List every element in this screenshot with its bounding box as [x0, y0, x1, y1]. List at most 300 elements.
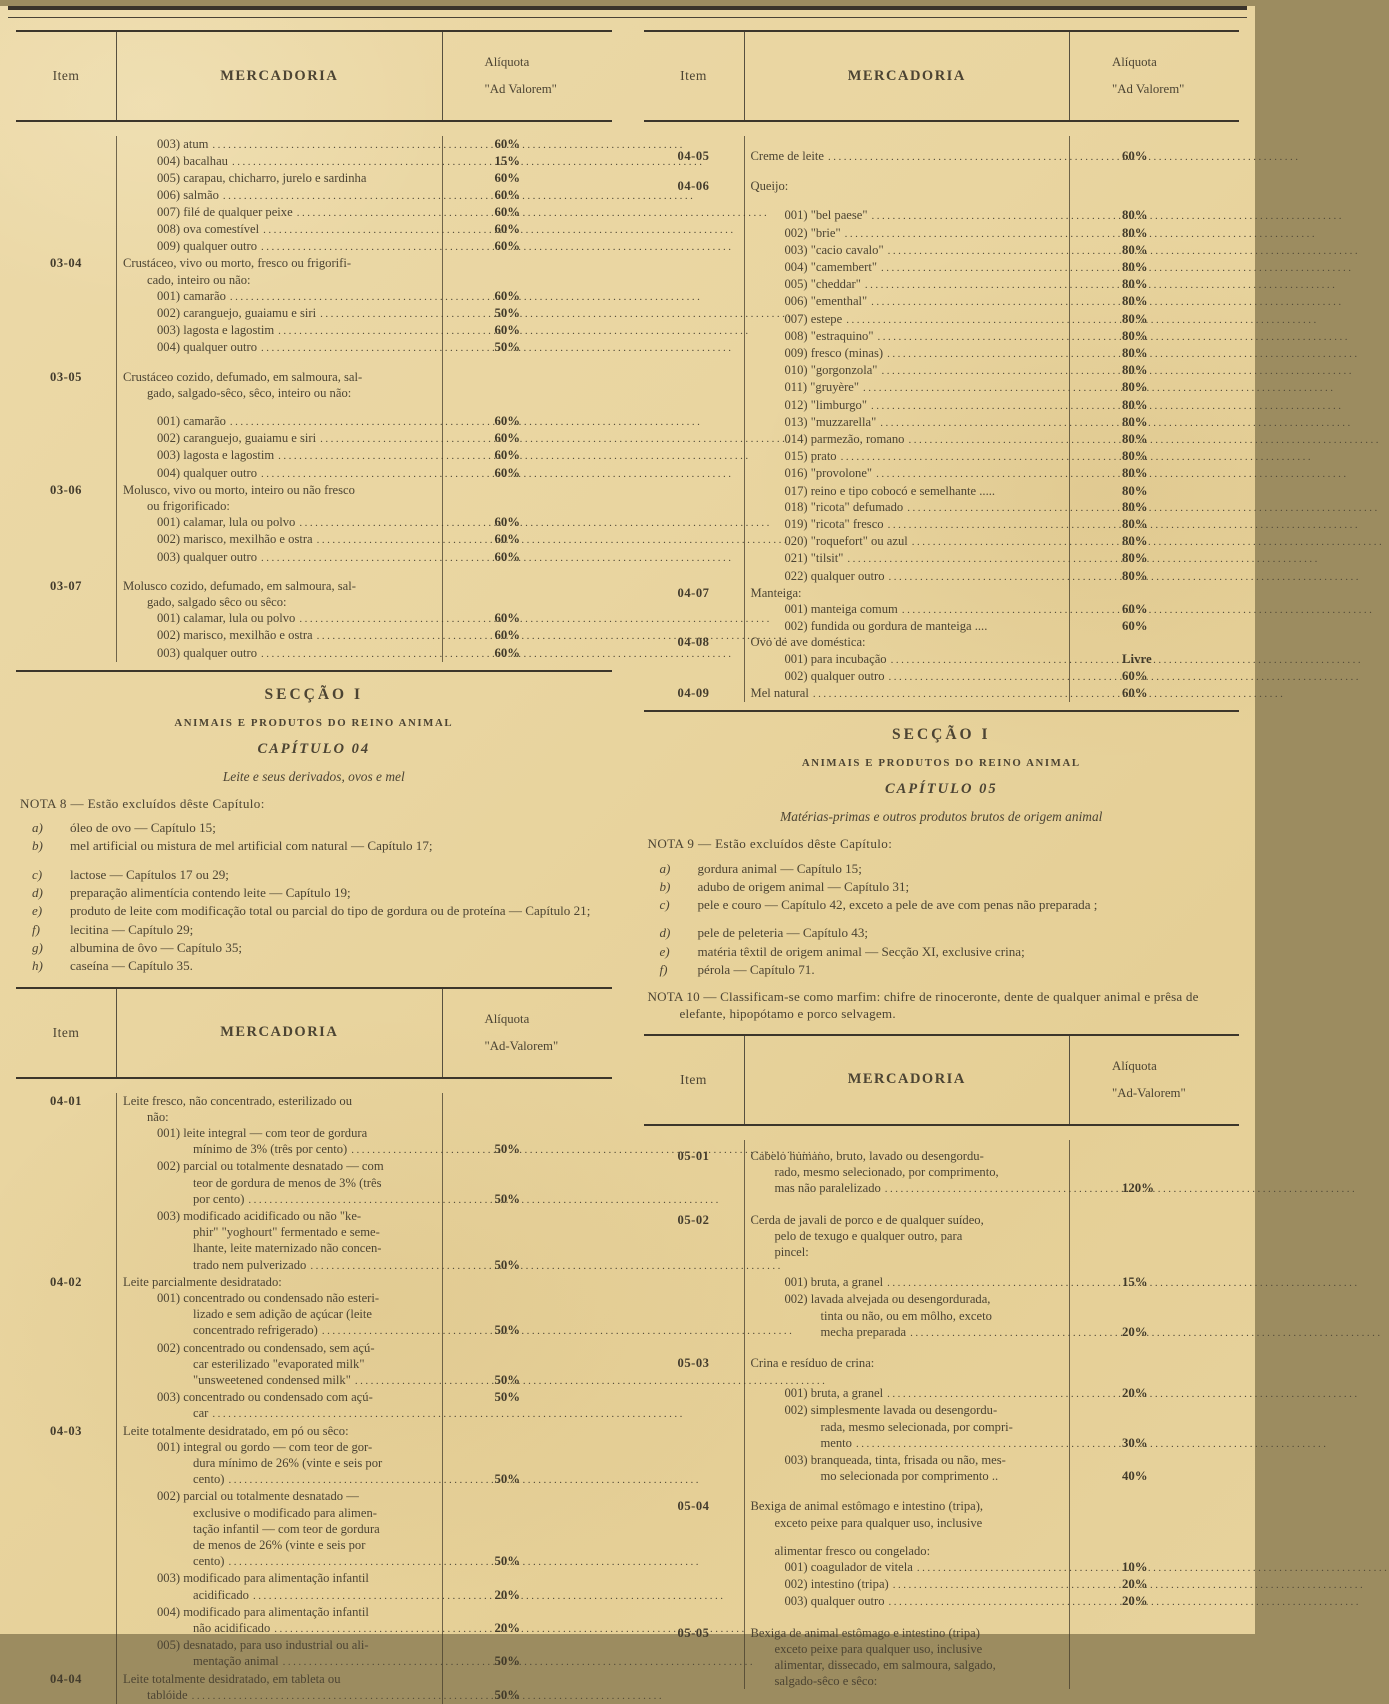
nota-item-text: gordura animal — Capítulo 15; [697, 860, 862, 876]
rate-value [442, 1455, 612, 1471]
merchandise-cell [744, 379, 1070, 396]
merchandise-text: phir" "yoghourt" fermentado e seme- [193, 1225, 380, 1240]
merchandise-text: Bexiga de animal estômago e intestino (tripa), [750, 1499, 984, 1514]
column-header-mercadoria: MERCADORIA [744, 1036, 1070, 1124]
table-row [644, 1559, 1240, 1576]
dot-leader [317, 628, 437, 644]
table-row [16, 204, 612, 221]
rate-value: 80% [1069, 259, 1239, 276]
table-row [644, 1228, 1240, 1244]
table-row [644, 311, 1240, 328]
rate-value [442, 1175, 612, 1191]
merchandise-cell [744, 1260, 1070, 1291]
table-row [644, 533, 1240, 550]
tariff-table [16, 30, 612, 672]
table-row [16, 1423, 612, 1439]
dot-leader [893, 1577, 1064, 1593]
table-body [16, 1083, 612, 1704]
item-code [644, 1576, 744, 1593]
merchandise-text: Crustáceo, vivo ou morto, fresco ou frigorifi- [123, 256, 352, 271]
item-code [644, 1291, 744, 1307]
merchandise-cell [744, 1164, 1070, 1180]
merchandise-text: 001) para incubação [784, 651, 887, 666]
dot-leader [192, 1688, 437, 1704]
merchandise-cell [116, 1290, 442, 1306]
rate-value [1069, 1452, 1239, 1468]
item-code: 04-08 [677, 635, 710, 650]
table-row [644, 585, 1240, 601]
rate-value [1069, 1308, 1239, 1324]
table-row [644, 685, 1240, 702]
table-body [644, 126, 1240, 702]
item-code [16, 1141, 116, 1158]
merchandise-text: 001) calamar, lula ou polvo [157, 515, 296, 530]
rate-value [442, 566, 612, 594]
table-row [16, 610, 612, 627]
merchandise-cell [116, 1274, 442, 1290]
merchandise-cell [116, 1505, 442, 1521]
item-code [16, 221, 116, 238]
dot-leader [863, 380, 1064, 396]
merchandise-text: mas não paralelizado [774, 1181, 881, 1196]
merchandise-cell [744, 1371, 1070, 1402]
item-code [16, 498, 116, 514]
merchandise-cell [744, 397, 1070, 414]
table-row [16, 272, 612, 288]
table-row [644, 1371, 1240, 1402]
rate-value [442, 1208, 612, 1224]
rate-value [442, 1093, 612, 1109]
item-code: 05-04 [677, 1499, 710, 1514]
dot-leader [299, 611, 436, 627]
merchandise-cell [116, 221, 442, 238]
item-code: 04-03 [50, 1423, 82, 1438]
table-row [16, 1405, 612, 1422]
rate-value: 60% [442, 627, 612, 644]
table-row [644, 397, 1240, 414]
merchandise-text: lizado e sem adição de açúcar (leite [193, 1307, 373, 1322]
table-row [16, 549, 612, 566]
rate-value [1069, 1341, 1239, 1371]
table-row [644, 1593, 1240, 1610]
merchandise-cell [116, 1521, 442, 1537]
dot-leader [889, 569, 1064, 585]
merchandise-text: Leite fresco, não concentrado, esterilizado ou [123, 1093, 353, 1108]
merchandise-text: 002) marisco, mexilhão e ostra [157, 628, 313, 643]
merchandise-cell [744, 685, 1070, 702]
table-row [644, 1452, 1240, 1468]
table-row [644, 499, 1240, 516]
item-code [16, 645, 116, 662]
merchandise-text: 008) "estraquino" [784, 328, 874, 343]
rate-value [1069, 1164, 1239, 1180]
merchandise-text: 021) "tilsit" [784, 551, 844, 566]
merchandise-cell [116, 1570, 442, 1586]
item-code [16, 1306, 116, 1322]
table-row [644, 516, 1240, 533]
merchandise-text: 017) reino e tipo cobocó e semelhante ..... [784, 483, 996, 498]
table-row [16, 385, 612, 401]
merchandise-text: 002) caranguejo, guaiamu e siri [157, 431, 317, 446]
merchandise-cell [744, 634, 1070, 650]
dot-leader [891, 652, 1064, 668]
merchandise-text: 002) parcial ou totalmente desnatado — com [157, 1159, 384, 1174]
nota-item [20, 885, 608, 901]
table-row [16, 401, 612, 430]
merchandise-text: Molusco cozido, defumado, em salmoura, sal- [123, 578, 356, 593]
dot-leader [212, 1406, 436, 1422]
rate-value: 60% [442, 170, 612, 186]
merchandise-text: 002) intestino (tripa) [784, 1577, 889, 1592]
merchandise-cell [744, 136, 1070, 165]
merchandise-cell [744, 483, 1070, 499]
merchandise-text: acidificado [193, 1587, 249, 1602]
rate-value: 80% [1069, 194, 1239, 224]
nota-heading: NOTA 9 — Estão excluídos dêste Capítulo: [647, 836, 893, 852]
section-title: SECÇÃO I [891, 726, 991, 744]
merchandise-cell [116, 1257, 442, 1274]
table-row [16, 1274, 612, 1290]
item-code [16, 238, 116, 255]
rate-value: 50% [442, 1389, 612, 1405]
merchandise-text: 003) modificado acidificado ou não "ke- [157, 1208, 362, 1223]
table-row [644, 1435, 1240, 1452]
merchandise-cell [116, 1553, 442, 1570]
table-row [16, 1570, 612, 1586]
merchandise-cell [116, 465, 442, 482]
table-header [16, 32, 612, 120]
merchandise-cell [116, 1224, 442, 1240]
nota-item-label: b) [659, 878, 671, 894]
rate-value [442, 1637, 612, 1653]
rate-value: 80% [1069, 311, 1239, 328]
section-subtitle: ANIMAIS E PRODUTOS DO REINO ANIMAL [174, 716, 454, 729]
dot-leader [317, 532, 437, 548]
merchandise-cell [744, 1515, 1070, 1531]
merchandise-text: mecha preparada [820, 1324, 907, 1339]
nota-item-text: adubo de origem animal — Capítulo 31; [697, 878, 910, 894]
table-row [644, 550, 1240, 567]
merchandise-text: pelo de texugo e qualquer outro, para [774, 1228, 963, 1243]
rate-value [442, 1356, 612, 1372]
item-code: 03-06 [50, 482, 82, 497]
table-header [644, 32, 1240, 120]
rate-value [1069, 1140, 1239, 1164]
item-code [644, 568, 744, 585]
merchandise-text: 004) bacalhau [157, 154, 228, 169]
table-row [644, 1673, 1240, 1689]
table-row [644, 448, 1240, 465]
merchandise-cell [116, 385, 442, 401]
merchandise-text: 003) lagosta e lagostim [157, 448, 275, 463]
merchandise-text: Manteiga: [750, 585, 802, 600]
merchandise-text: 003) concentrado ou condensado com açú- [157, 1390, 373, 1405]
item-code [644, 533, 744, 550]
rate-value: 40% [1069, 1468, 1239, 1484]
right-column [644, 24, 1240, 1704]
rate-value: 80% [1069, 499, 1239, 516]
tariff-table [644, 30, 1240, 712]
rate-value [442, 594, 612, 610]
tariff-table [644, 1034, 1240, 1689]
merchandise-cell [744, 465, 1070, 482]
dot-leader [917, 1560, 1064, 1576]
merchandise-text: Creme de leite [750, 149, 824, 163]
rate-value [442, 255, 612, 271]
rate-value [1069, 634, 1239, 650]
item-code [644, 379, 744, 396]
table-row [16, 1488, 612, 1504]
rate-value: 80% [1069, 414, 1239, 431]
item-code [644, 465, 744, 482]
table-row [16, 1687, 612, 1704]
table-row [16, 498, 612, 514]
nota-item-text: pérola — Capítulo 71. [697, 962, 815, 978]
section-title: SECÇÃO I [264, 685, 363, 703]
notes-block [20, 796, 608, 975]
rate-value: 60% [442, 514, 612, 531]
merchandise-text: 006) salmão [157, 187, 219, 202]
item-code [16, 465, 116, 482]
dot-leader [320, 306, 436, 322]
merchandise-text: 003) atum [157, 137, 209, 151]
merchandise-cell [116, 1372, 442, 1389]
merchandise-text: 016) "provolone" [784, 466, 873, 481]
rate-value [442, 1405, 612, 1422]
table-row [16, 645, 612, 662]
nota-item-label: d) [32, 885, 43, 901]
nota-item [648, 879, 1236, 895]
merchandise-text: 003) branqueada, tinta, frisada ou não, mes- [784, 1453, 1006, 1468]
merchandise-text: 018) "ricota" defumado [784, 499, 904, 514]
table-row [644, 1164, 1240, 1180]
merchandise-text: 004) modificado para alimentação infantil [157, 1604, 369, 1619]
table-row [16, 187, 612, 204]
item-code [644, 1371, 744, 1402]
merchandise-cell [116, 531, 442, 548]
dot-leader [228, 1472, 436, 1488]
nota-item-label: e) [659, 943, 670, 959]
item-code [16, 549, 116, 566]
item-code [644, 1515, 744, 1531]
merchandise-text: 002) qualquer outro [784, 668, 885, 683]
merchandise-text: exceto peixe para qualquer uso, inclusive [774, 1641, 983, 1656]
rate-value [442, 1274, 612, 1290]
merchandise-cell [744, 414, 1070, 431]
merchandise-cell [116, 1488, 442, 1504]
dot-leader [876, 466, 1064, 482]
merchandise-cell [744, 516, 1070, 533]
merchandise-text: 001) manteiga comum [784, 602, 898, 617]
aliquota-label-line2: "Ad Valorem" [1112, 82, 1185, 96]
merchandise-text: tablóide [147, 1687, 188, 1702]
item-code [16, 1637, 116, 1653]
merchandise-cell [116, 170, 442, 186]
item-code [16, 1224, 116, 1240]
table-row [644, 1402, 1240, 1418]
merchandise-text: dura mínimo de 26% (vinte e seis por [193, 1456, 383, 1471]
merchandise-text: por cento) [193, 1191, 245, 1206]
item-code [644, 1559, 744, 1576]
merchandise-text: não: [147, 1109, 169, 1124]
merchandise-cell [744, 1641, 1070, 1657]
merchandise-cell [116, 1208, 442, 1224]
dot-leader [248, 1192, 436, 1208]
item-code [644, 1164, 744, 1180]
merchandise-cell [744, 1657, 1070, 1673]
item-code [16, 305, 116, 322]
nota-item-text: preparação alimentícia contendo leite — Capítulo 19; [70, 885, 351, 901]
item-code [16, 170, 116, 186]
merchandise-cell [116, 204, 442, 221]
merchandise-cell [116, 1093, 442, 1109]
item-code [16, 187, 116, 204]
item-code [16, 1125, 116, 1141]
item-code: 04-05 [677, 149, 710, 163]
nota-item [648, 944, 1236, 960]
table-row [644, 194, 1240, 224]
merchandise-text: mento [820, 1435, 852, 1450]
item-code [644, 1468, 744, 1484]
table-row [644, 601, 1240, 618]
table-row [16, 153, 612, 170]
merchandise-text: Molusco, vivo ou morto, inteiro ou não fresco [123, 482, 355, 497]
left-column [16, 24, 612, 1704]
table-row [16, 1306, 612, 1322]
column-header-mercadoria: MERCADORIA [744, 32, 1070, 120]
table-row [16, 594, 612, 610]
item-code [16, 610, 116, 627]
dot-leader [230, 414, 437, 430]
rate-value [1069, 1611, 1239, 1641]
merchandise-text: rado, mesmo selecionado, por comprimento, [774, 1165, 999, 1180]
table-row [16, 1224, 612, 1240]
table-row [16, 1208, 612, 1224]
rate-value: 50% [442, 339, 612, 356]
merchandise-cell [116, 482, 442, 498]
item-code [644, 1593, 744, 1610]
table-row [16, 305, 612, 322]
table-row [644, 668, 1240, 685]
nota-item-text: pele de peleteria — Capítulo 43; [697, 925, 869, 941]
rate-value: 60% [442, 288, 612, 305]
merchandise-cell [116, 1423, 442, 1439]
dot-leader [841, 449, 1064, 465]
rate-value: 80% [1069, 568, 1239, 585]
table-header [16, 989, 612, 1077]
rate-value: 60% [442, 322, 612, 339]
nota-item-label: h) [32, 958, 43, 974]
rate-value: 60% [442, 204, 612, 221]
merchandise-cell [116, 1356, 442, 1372]
item-code [644, 516, 744, 533]
item-code [644, 431, 744, 448]
nota-item [20, 940, 608, 956]
rate-value: 80% [1069, 379, 1239, 396]
merchandise-cell [116, 1439, 442, 1455]
dot-leader [355, 1373, 437, 1389]
merchandise-text: 005) desnatado, para uso industrial ou ali- [157, 1638, 369, 1653]
merchandise-text: 006) "ementhal" [784, 294, 868, 309]
merchandise-cell [116, 322, 442, 339]
table-row [16, 1587, 612, 1604]
rate-value: 80% [1069, 516, 1239, 533]
table-row [644, 345, 1240, 362]
rate-value [442, 1125, 612, 1141]
table-row [16, 1537, 612, 1553]
nota-item-text: caseína — Capítulo 35. [70, 958, 193, 974]
merchandise-text: mentação animal [193, 1654, 279, 1669]
merchandise-text: lhante, leite maternizado não concen- [193, 1241, 382, 1256]
rate-value: 80% [1069, 345, 1239, 362]
table-row [16, 1158, 612, 1174]
item-code [644, 1402, 744, 1418]
rate-value [442, 1505, 612, 1521]
nota-item-text: óleo de ovo — Capítulo 15; [70, 820, 216, 836]
nota-item [648, 925, 1236, 941]
merchandise-text: pincel: [774, 1244, 809, 1259]
merchandise-text: Mel natural [750, 686, 809, 701]
aliquota-label-line2: "Ad-Valorem" [1112, 1085, 1186, 1100]
merchandise-text: car [193, 1406, 209, 1421]
merchandise-text: exclusive o modificado para alimen- [193, 1505, 377, 1520]
rate-value [1069, 1198, 1239, 1228]
table-row [644, 1468, 1240, 1484]
merchandise-cell [116, 610, 442, 627]
rate-value: 60% [1069, 685, 1239, 702]
table-row [16, 531, 612, 548]
item-code: 04-02 [50, 1274, 82, 1289]
dot-leader [880, 415, 1064, 431]
item-code [644, 550, 744, 567]
merchandise-cell [116, 1455, 442, 1471]
rate-value: 20% [1069, 1324, 1239, 1341]
dot-leader [887, 346, 1064, 362]
dot-leader [865, 277, 1064, 293]
merchandise-cell [744, 1611, 1070, 1641]
table-row [644, 651, 1240, 668]
rate-value [1069, 1244, 1239, 1260]
rate-value [1069, 1657, 1239, 1673]
rate-value [1069, 1228, 1239, 1244]
rate-value: 60% [442, 136, 612, 153]
table-row [16, 1125, 612, 1141]
item-code [16, 1455, 116, 1471]
nota-item-label: c) [32, 866, 43, 882]
nota-item-label: g) [32, 939, 43, 955]
item-code [16, 1553, 116, 1570]
rate-value: 80% [1069, 242, 1239, 259]
rate-value: 50% [442, 1687, 612, 1704]
chapter-description: Leite e seus derivados, ovos e mel [222, 768, 405, 784]
item-code: 03-04 [50, 256, 82, 271]
merchandise-cell [116, 1637, 442, 1653]
item-code [644, 1641, 744, 1657]
merchandise-text: 003) lagosta e lagostim [157, 323, 275, 338]
merchandise-text: 002) simplesmente lavada ou desengordu- [784, 1403, 998, 1418]
item-code [16, 339, 116, 356]
table-row [16, 1322, 612, 1339]
merchandise-text: 005) carapau, chicharro, jurelo e sardinha [157, 171, 367, 186]
rate-value: 120% [1069, 1180, 1239, 1197]
rate-value [442, 1604, 612, 1620]
item-code [644, 1228, 744, 1244]
merchandise-cell [744, 1419, 1070, 1435]
nota-item-text: lactose — Capítulos 17 ou 29; [70, 866, 229, 882]
item-code [644, 328, 744, 345]
merchandise-cell [744, 1198, 1070, 1228]
item-code [644, 1244, 744, 1260]
